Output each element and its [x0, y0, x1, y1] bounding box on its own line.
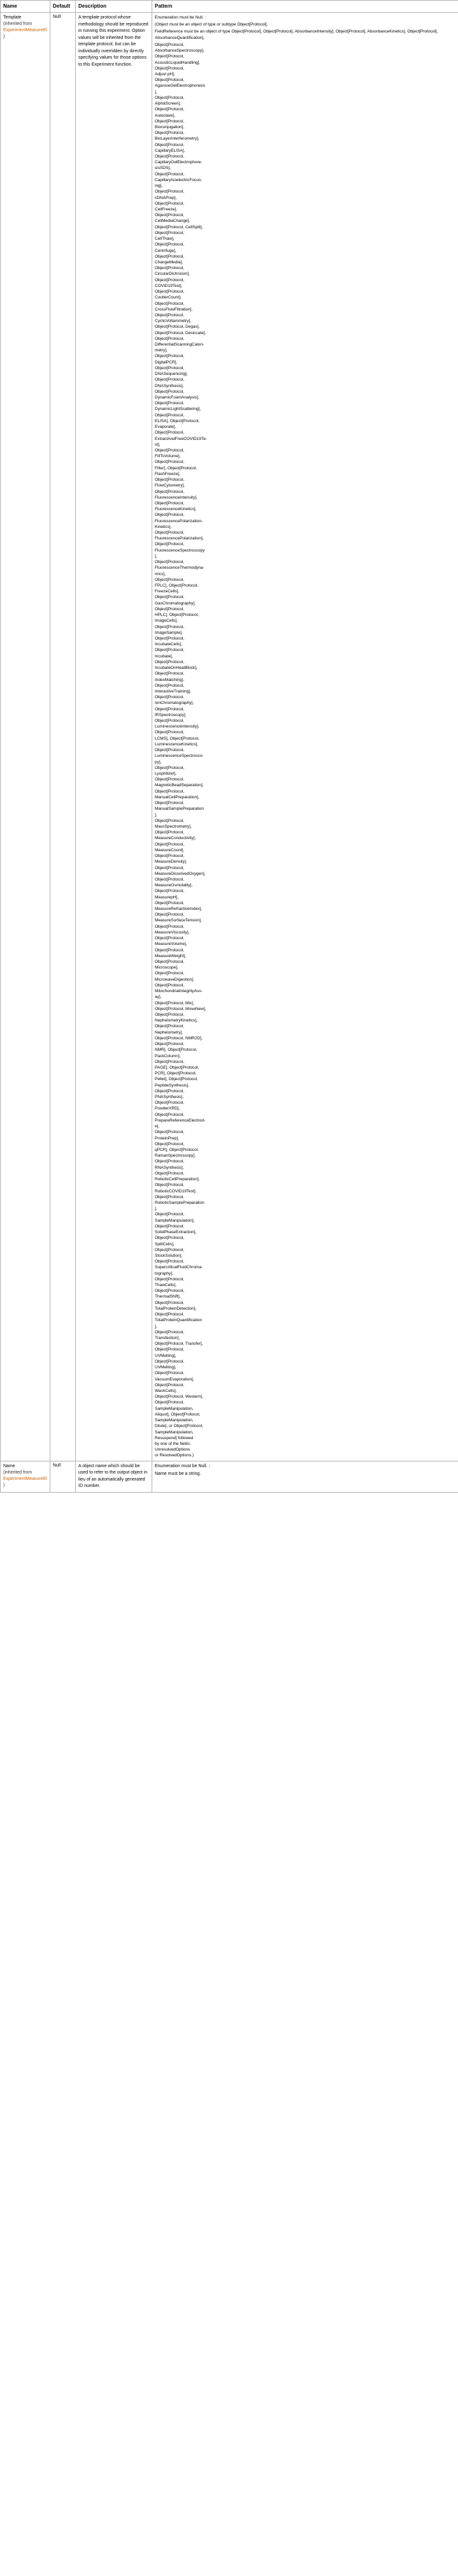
pattern-enum-item: RamanSpectroscopy], — [155, 1153, 196, 1159]
pattern-enum-item: Object[Protocol, — [155, 1236, 185, 1241]
pattern-enum-item: Object[Protocol, — [155, 230, 185, 235]
pattern-enum-item: ImageCells], — [155, 618, 178, 624]
pattern-enum-item: RNASynthesis], — [155, 1165, 184, 1170]
pattern-enum-item: Object[Protocol, — [155, 501, 185, 506]
pattern-enum-item: CellThaw], — [155, 237, 175, 242]
pattern-enum-item: Object[Protocol, — [155, 1159, 185, 1164]
pattern-enum-item: CapillaryGelElectrophore- — [155, 160, 203, 165]
pattern-enum-item: DynamicLightScattering], — [155, 407, 201, 412]
pattern-enum-item: PowderXRD], — [155, 1106, 180, 1111]
pattern-enum-item: FlashFreeze], — [155, 471, 180, 476]
pattern-enum-item: MassSpectrometry], — [155, 824, 192, 829]
pattern-enum-item: Object[Protocol, — [155, 683, 185, 688]
pattern-enum-item: Object[Protocol, — [155, 478, 185, 483]
pattern-enum-item: Object[Protocol, — [155, 1101, 185, 1106]
pattern-enum-item: SampleManipulation, — [155, 1406, 194, 1411]
pattern-enum-item: SolidPhaseExtraction], — [155, 1230, 197, 1235]
pattern-enum-item: DNASequencing], — [155, 372, 188, 377]
pattern-enum-item: Object[Protocol, — [155, 671, 185, 677]
pattern-enum-item: Centrifuge], — [155, 248, 176, 253]
pattern-enum-item: MeasureVolume], — [155, 942, 187, 947]
pattern-enum-item: Object[Protocol, — [155, 1300, 185, 1305]
pattern-enum-item: Object[Protocol, — [155, 430, 185, 435]
pattern-name-string: Name must be a string. — [155, 1471, 201, 1476]
pattern-enum-item: Object[Protocol, — [155, 560, 185, 565]
pattern-enum-item: HPLC], Object[Protocol, — [155, 613, 199, 618]
pattern-enum-item: NephelometryKinetics], — [155, 1018, 197, 1023]
pattern-enum-item: AgaroseGelElectrophoresis — [155, 84, 206, 89]
pattern-enum-item: Object[Protocol, — [155, 377, 185, 383]
option-inherited-link[interactable]: ExperimentMeasureEl — [3, 1476, 47, 1481]
pattern-enum-item: Object[Protocol, — [155, 513, 185, 518]
pattern-enum-item: Object[Protocol, — [155, 865, 185, 870]
pattern-enum-item: Object[Protocol, — [155, 389, 185, 394]
option-inherited-tail: ) — [3, 34, 5, 40]
pattern-enum-item: Object[Protocol, — [155, 960, 185, 964]
option-description-cell: A template protocol whose methodology should be reproduced in running this experiment. Option values will be inherited from the template protocol, but can be individually overridden by directly specifying values for those options to this Experiment function. — [76, 13, 152, 1461]
pattern-enum-item: AcousticLiquidHandling], — [155, 60, 201, 65]
pattern-enum-item: Object[Protocol, — [155, 78, 185, 83]
pattern-enum-item: Object[Protocol, — [155, 154, 185, 159]
pattern-enum-item: Object[Protocol, — [155, 448, 185, 453]
pattern-enum-item: WashCells], — [155, 1388, 177, 1393]
pattern-enum-item: Object[Protocol, — [155, 624, 185, 629]
pattern-enum-item: Object[Protocol, — [155, 1212, 185, 1217]
option-name: Template — [3, 15, 22, 20]
pattern-enum-item: py], — [155, 759, 162, 765]
pattern-enum-item: UVMelting], — [155, 1353, 176, 1358]
column-header-description: Description — [76, 1, 152, 13]
pattern-enum-item: Microscope], — [155, 965, 178, 970]
pattern-enum-item: FPLC], Object[Protocol, — [155, 583, 199, 588]
pattern-enum-item: IonChromatography], — [155, 701, 194, 706]
pattern-enum-item: MeasureWeight], — [155, 953, 187, 958]
pattern-enum-item: LuminescenceSpectrosco- — [155, 754, 204, 759]
pattern-enum-item: ], — [155, 553, 157, 559]
pattern-enum-item: ManualCellPreparation], — [155, 794, 199, 800]
column-header-name: Name — [1, 1, 50, 13]
pattern-enum-item: CircularDichroism], — [155, 272, 190, 277]
pattern-enum-item: sisSDS], — [155, 166, 171, 171]
pattern-enum-item: metry], — [155, 348, 168, 353]
pattern-enum-item: MeasureSurfaceTension], — [155, 918, 202, 923]
pattern-enum-item: ], — [155, 1324, 157, 1329]
pattern-enum-item: Object[Protocol, — [155, 131, 185, 136]
pattern-enum-item: Object[Protocol, — [155, 1012, 185, 1017]
pattern-enum-item: Object[Protocol, — [155, 1382, 185, 1387]
pattern-enum-item: Object[Protocol, — [155, 289, 185, 295]
pattern-enum-item: CoulterCount], — [155, 295, 182, 300]
pattern-field-reference-note: FieldReference must be an object of type Object[Protocol], Object[Protocol], AbsorbanceIntensity], Object[Protocol], AbsorbanceKinetics], Object[Protocol], AbsorbanceQuantification], — [155, 29, 438, 40]
pattern-enum-item: Object[Protocol, — [155, 948, 185, 953]
pattern-enum-item: FluorescenceSpectroscopy — [155, 548, 205, 553]
option-pattern-cell — [152, 1461, 458, 1492]
pattern-enum-item: FluorescenceIntensity], — [155, 495, 197, 500]
pattern-enum-item: Object[Protocol, — [155, 695, 185, 700]
pattern-enum-item: Pellet], Object[Protocol, — [155, 1077, 198, 1082]
pattern-enum-item: Object[Protocol, — [155, 401, 185, 406]
pattern-enum-item: Object[Protocol, MoveNew], — [155, 1006, 206, 1011]
pattern-enumeration-head: Enumeration must be Null. : — [155, 15, 206, 20]
pattern-enum-item: Object[Protocol, — [155, 648, 185, 653]
pattern-enum-item: SampleManipulation, — [155, 1430, 194, 1435]
pattern-enum-item: CellMediaChange], — [155, 219, 190, 224]
pattern-enum-item: ing], — [155, 184, 163, 189]
option-inherited-tail: ) — [3, 1483, 5, 1488]
pattern-enum-item: Object[Protocol, — [155, 42, 185, 47]
pattern-enum-item: Object[Protocol, — [155, 1042, 185, 1047]
pattern-enum-item: DynamicFoamAnalysis], — [155, 395, 199, 400]
pattern-enum-item: Object[Protocol, — [155, 542, 185, 547]
pattern-enum-item: Object[Protocol, — [155, 659, 185, 664]
pattern-enum-item: MeasurepH], — [155, 895, 179, 900]
pattern-enum-item: ThawCells], — [155, 1283, 176, 1288]
pattern-enum-item: by one of the fields: — [155, 1441, 191, 1446]
pattern-enum-item: Object[Protocol, — [155, 1112, 185, 1117]
pattern-enum-item: CapillaryELISA], — [155, 148, 185, 153]
option-name-cell — [1, 13, 50, 1461]
option-inherited-link[interactable]: ExperimentMeasureEl — [3, 28, 47, 33]
pattern-enum-item: Object[Protocol, — [155, 266, 185, 271]
pattern-enum-item: st], — [155, 442, 161, 447]
pattern-enum-item: ], — [155, 89, 157, 94]
pattern-enum-item: Resuspend] followed — [155, 1435, 194, 1440]
pattern-enum-item: Object[Protocol, — [155, 1183, 185, 1188]
option-inherited-label: (inherited from — [3, 1470, 32, 1475]
pattern-enum-item: Object[Protocol, Mix], — [155, 1000, 194, 1006]
pattern-enum-item: Object[Protocol, — [155, 1224, 185, 1229]
pattern-enum-item: BioLayerInterferometry], — [155, 136, 199, 142]
pattern-enum-item: Object[Protocol, — [155, 924, 185, 929]
pattern-enum-item: Evaporate], — [155, 425, 176, 430]
pattern-enum-item: CrossFlowFiltration], — [155, 307, 193, 312]
pattern-enum-item: LyophilizeI], — [155, 772, 177, 776]
pattern-enumeration-head: Enumeration must be Null. : — [155, 1463, 210, 1468]
pattern-enum-item: Object[Protocol, — [155, 748, 185, 753]
option-description-cell: A object name which should be used to refer to the output object in lieu of an automatically generated ID number. — [76, 1461, 152, 1492]
pattern-enum-item: MeasureRefractiveIndex], — [155, 907, 203, 912]
pattern-enum-item: Object[Protocol, — [155, 842, 185, 847]
pattern-enum-item: Object[Protocol, — [155, 107, 185, 112]
pattern-enum-item: Object[Protocol, — [155, 1059, 185, 1064]
pattern-enum-item: Object[Protocol, — [155, 854, 185, 859]
pattern-enum-item: MeasureDissolvedOxygen], — [155, 871, 206, 876]
pattern-enum-item: PNASynthesis], — [155, 1095, 184, 1100]
pattern-enum-item: ThermalShift], — [155, 1294, 181, 1299]
pattern-enum-item: SplitCells], — [155, 1241, 175, 1247]
pattern-enum-item: Object[Protocol, — [155, 254, 185, 259]
pattern-enum-item: Object[Protocol, — [155, 636, 185, 641]
pattern-enum-item: Nephelometry], — [155, 1030, 183, 1035]
pattern-enum-item: or ResolvedOptions.) — [155, 1453, 194, 1458]
pattern-enum-item: PrepareReferenceElectrod- — [155, 1118, 206, 1123]
pattern-enum-item: Object[Protocol, — [155, 1371, 185, 1376]
pattern-enum-item: PCR], Object[Protocol, — [155, 1071, 197, 1076]
pattern-enum-item: Object[Protocol, — [155, 971, 185, 976]
table-row — [1, 1461, 458, 1492]
pattern-enum-item: VacuumEvaporation], — [155, 1377, 194, 1382]
pattern-enum-item: Object[Protocol, — [155, 354, 185, 359]
pattern-enum-item: MeasureDensity], — [155, 860, 187, 865]
pattern-enum-item: Object[Protocol, — [155, 706, 185, 712]
option-inherited-label: (inherited from — [3, 22, 32, 27]
pattern-enum-item: Object[Protocol, — [155, 1259, 185, 1264]
pattern-enum-item: Object[Protocol, — [155, 54, 185, 59]
pattern-enum-item: Object[Protocol, — [155, 1088, 185, 1094]
pattern-enum-item: Object[Protocol, — [155, 1400, 185, 1405]
pattern-enum-item: ay], — [155, 995, 162, 1000]
pattern-enum-item: RoboticSamplePreparation — [155, 1200, 204, 1205]
pattern-enum-item: ], — [155, 1206, 157, 1211]
pattern-enum-item: e], — [155, 1124, 160, 1129]
pattern-enum-item: MeasureConductivity], — [155, 836, 196, 841]
pattern-enum-item: SampleManipulation, — [155, 1418, 194, 1423]
pattern-enum-item: Incubate], — [155, 654, 173, 659]
pattern-enum-item: TotalProteinQuantification — [155, 1318, 203, 1323]
pattern-enum-item: CellFreeze], — [155, 207, 178, 212]
pattern-enum-item: Object[Protocol, — [155, 365, 185, 370]
pattern-enum-item: Object[Protocol, — [155, 900, 185, 905]
pattern-enum-item: ChangeMedia], — [155, 260, 183, 265]
pattern-enum-item: Object[Protocol, Transfer], — [155, 1342, 203, 1347]
pattern-enum-item: Object[Protocol, — [155, 242, 185, 247]
pattern-enum-item: DigitalPCR], — [155, 360, 178, 365]
option-name: Name — [3, 1463, 15, 1468]
pattern-enum-item: tography], — [155, 1271, 173, 1276]
pattern-enum-list — [155, 42, 455, 1459]
pattern-enum-item: DNASynthesis], — [155, 383, 184, 388]
pattern-enum-item: DifferentialScanningCalori- — [155, 342, 204, 348]
pattern-enum-item: ELISA], Object[Protocol, — [155, 418, 200, 423]
pattern-enum-item: MicrowaveDigestion], — [155, 977, 194, 982]
pattern-enum-item: SampleManipulation], — [155, 1218, 195, 1223]
pattern-enum-item: ManualSamplePreparation — [155, 807, 204, 812]
pattern-enum-item: Object[Protocol, — [155, 606, 185, 611]
pattern-enum-item: Object[Protocol, — [155, 460, 185, 465]
pattern-enum-item: FluorescenceKinetics], — [155, 507, 197, 512]
pattern-enum-item: FluorescencePolarization- — [155, 518, 203, 523]
pattern-enum-item: Object[Protocol, — [155, 830, 185, 835]
pattern-enum-item: RoboticCellPreparation], — [155, 1177, 200, 1182]
pattern-enum-item: IncubateOnHeatBlock], — [155, 666, 197, 671]
pattern-enum-item: Object[Protocol, — [155, 1359, 185, 1364]
pattern-enum-item: LuminescenceKinetics], — [155, 742, 199, 747]
pattern-enum-item: Object[Protocol, — [155, 877, 185, 882]
pattern-enum-item: Object[Protocol, — [155, 889, 185, 894]
pattern-enum-item: cDNAPrep], — [155, 195, 177, 200]
option-default-cell: Null — [50, 1461, 76, 1492]
pattern-enum-item: Object[Protocol, — [155, 213, 185, 218]
pattern-enum-item: Object[Protocol, — [155, 301, 185, 306]
pattern-enum-item: Aliquot], Object[Protocol, — [155, 1412, 201, 1417]
pattern-enum-item: Object[Protocol, — [155, 1347, 185, 1352]
pattern-enum-item: MeasureCount], — [155, 847, 185, 853]
pattern-enum-item: MagneticBeadSeparation], — [155, 783, 204, 788]
pattern-enum-item: Transfection], — [155, 1336, 180, 1340]
pattern-enum-item: Dilute], or Object[Protocol, — [155, 1424, 203, 1429]
pattern-enum-item: Object[Protocol, — [155, 201, 185, 206]
pattern-enum-item: Object[Protocol, Western], — [155, 1394, 203, 1400]
pattern-enum-item: Object[Protocol, — [155, 1194, 185, 1199]
pattern-enum-item: Object[Protocol, — [155, 818, 185, 823]
option-default-cell: Null — [50, 13, 76, 1461]
pattern-enum-item: GasChromatography], — [155, 601, 196, 606]
pattern-enum-item: ExtractAndFreeCOVID19Te- — [155, 436, 208, 441]
pattern-enum-item: Object[Protocol, — [155, 1329, 185, 1335]
pattern-enum-item: Object[Protocol, — [155, 777, 185, 782]
pattern-enum-item: Object[Protocol, — [155, 1312, 185, 1317]
pattern-enum-item: Object[Protocol, CellSplit], — [155, 224, 203, 230]
pattern-enum-item: Object[Protocol, — [155, 489, 185, 494]
pattern-enum-item: mics], — [155, 571, 166, 576]
pattern-enum-item: FillToVolume], — [155, 454, 181, 459]
pattern-enum-item: FlowCytometry], — [155, 483, 185, 488]
pattern-enum-item: Object[Protocol, — [155, 719, 185, 724]
pattern-enum-item: Kinetics], — [155, 524, 172, 529]
pattern-enum-item: FluorescenceThermodyna- — [155, 566, 204, 571]
pattern-enum-item: Object[Protocol, — [155, 595, 185, 600]
pattern-enum-item: FreezeCells], — [155, 589, 180, 594]
pattern-enum-item: Object[Protocol, — [155, 1171, 185, 1176]
pattern-enum-item: ImageSample], — [155, 630, 183, 635]
pattern-enum-item: Object[Protocol, — [155, 789, 185, 794]
pattern-enum-item: PAGE], Object[Protocol, — [155, 1065, 199, 1070]
pattern-enum-item: UnresolvedOptions — [155, 1447, 190, 1453]
pattern-enum-item: Object[Protocol, — [155, 1247, 185, 1252]
pattern-enum-item: Object[Protocol, — [155, 189, 185, 194]
pattern-enum-item: Object[Protocol, — [155, 336, 185, 341]
pattern-enum-item: Object[Protocol, — [155, 983, 185, 988]
option-pattern-cell — [152, 13, 458, 1461]
pattern-enum-item: ], — [155, 812, 157, 817]
pattern-enum-item: IndexMatching], — [155, 677, 184, 682]
pattern-enum-item: NMR], Object[Protocol, — [155, 1048, 197, 1053]
pattern-enum-item: AbsorbanceSpectroscopy], — [155, 48, 204, 54]
table-header-row — [1, 1, 458, 13]
option-name-cell — [1, 1461, 50, 1492]
table-row — [1, 13, 458, 1461]
pattern-enum-item: Object[Protocol, — [155, 172, 185, 177]
pattern-enum-item: LuminescenceIntensity], — [155, 724, 199, 729]
pattern-enum-item: CyclicVoltammetry], — [155, 319, 192, 324]
pattern-enum-item: Autoclave], — [155, 113, 176, 118]
pattern-enum-item: SupercriticalFluidChroma- — [155, 1265, 203, 1270]
pattern-enum-item: PeptideSynthesis], — [155, 1083, 189, 1088]
pattern-enum-item: UVMelting], — [155, 1365, 176, 1370]
pattern-enum-item: Object[Protocol, — [155, 95, 185, 100]
pattern-enum-item: RoboticCOVID19Test], — [155, 1189, 197, 1194]
pattern-enum-item: Object[Protocol, NMR2D], — [155, 1036, 203, 1041]
pattern-enum-item: qPCR], Object[Protocol, — [155, 1148, 199, 1152]
pattern-enum-item: Object[Protocol, — [155, 277, 185, 282]
pattern-enum-item: Object[Protocol, — [155, 912, 185, 918]
pattern-enum-item: Object[Protocol, — [155, 66, 185, 71]
pattern-enum-item: Object[Protocol, Desiccate], — [155, 330, 206, 335]
pattern-enum-item: COVID19Test], — [155, 283, 183, 288]
pattern-enum-item: Filter], Object[Protocol, — [155, 465, 197, 471]
pattern-enum-item: TotalProteinDetection], — [155, 1306, 197, 1311]
pattern-enum-item: Object[Protocol, — [155, 1141, 185, 1146]
column-header-pattern: Pattern — [152, 1, 458, 13]
pattern-enum-item: FluorescencePolarization], — [155, 536, 204, 541]
pattern-enum-item: InteractiveTraining], — [155, 689, 191, 694]
pattern-enum-item: Object[Protocol, — [155, 1130, 185, 1135]
pattern-enum-item: MitochondrialIntegrityAss- — [155, 989, 203, 994]
pattern-enum-item: Bioconjugation], — [155, 124, 185, 129]
pattern-enum-item: CapillaryIsoelectricFocus- — [155, 177, 203, 182]
pattern-enum-item: Object[Protocol, — [155, 119, 185, 124]
pattern-enum-item: Adjust pH], — [155, 71, 175, 77]
pattern-enum-item: Object[Protocol, — [155, 730, 185, 735]
pattern-enum-item: Object[Protocol, — [155, 1024, 185, 1029]
pattern-enum-item: StockSolution], — [155, 1253, 183, 1258]
pattern-enum-item: Object[Protocol, — [155, 577, 185, 582]
pattern-enum-item: Object[Protocol, — [155, 312, 185, 318]
pattern-enum-item: LCMS], Object[Protocol, — [155, 736, 199, 741]
pattern-enum-item: AlphaScreen], — [155, 101, 181, 106]
pattern-enum-item: Object[Protocol, — [155, 801, 185, 806]
pattern-enum-item: MeasureViscosity], — [155, 930, 190, 935]
pattern-enum-item: PackColumn], — [155, 1053, 181, 1058]
pattern-object-subtype: (Object must be an object of type or subtype Object[Protocol], — [155, 22, 268, 27]
column-header-default: Default — [50, 1, 76, 13]
pattern-enum-item: IncubateCells], — [155, 642, 182, 647]
pattern-enum-item: Object[Protocol, — [155, 531, 185, 536]
pattern-enum-item: Object[Protocol, — [155, 1277, 185, 1282]
pattern-enum-item: MeasureOsmolality], — [155, 883, 193, 888]
pattern-enum-item: Object[Protocol, — [155, 765, 185, 770]
pattern-enum-item: Object[Protocol, — [155, 142, 185, 147]
pattern-enum-item: IRSpectroscopy], — [155, 712, 187, 717]
pattern-enum-item: ProteinPrep], — [155, 1136, 179, 1141]
pattern-enum-item: Object[Protocol, Degas], — [155, 325, 200, 330]
pattern-enum-item: Object[Protocol, — [155, 413, 185, 418]
pattern-enum-item: Object[Protocol, — [155, 936, 185, 941]
pattern-enum-item: Object[Protocol, — [155, 1289, 185, 1294]
